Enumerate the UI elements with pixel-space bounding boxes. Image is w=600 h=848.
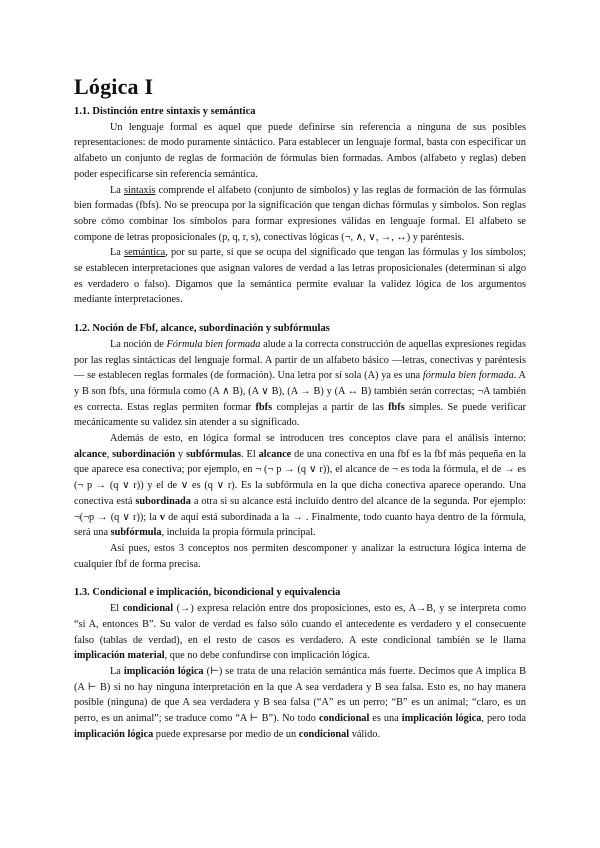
- paragraph: [74, 183, 526, 246]
- bold-term: alcance: [258, 448, 292, 460]
- text-run: alude a la correcta construcción de aquellas expresiones regidas por las reglas sintácticas del lenguaje formal. A partir de un alfabeto básico —letras, conectivas y paréntesis— se establecen reglas formales (de formación). Una letra por sí sola (A) ya es una: [74, 338, 526, 382]
- text-run: es una: [369, 713, 402, 725]
- text-run: La: [110, 665, 124, 677]
- text-run: simples. Se puede verificar mecánicamente su validez sin atender a su significado.: [74, 401, 526, 429]
- text-run: , por su parte, sí que se ocupa del significado que tengan las fórmulas y los símbolos; se establecen interpretaciones que asignan valores de verdad a las letras proposicionales (determinan si algo es verdadero o falso). Digamos que la semántica permite evaluar la validez lógica de los argumentos mediante interpretaciones.: [74, 247, 526, 306]
- paragraph: [74, 664, 526, 743]
- bold-term: implicación lógica: [74, 728, 154, 740]
- text-run: , incluida la propia fórmula principal.: [161, 527, 316, 539]
- text-run: Además de esto, en lógica formal se introducen tres conceptos clave para el análisis interno:: [110, 433, 526, 445]
- bold-term: fbfs: [255, 401, 273, 413]
- text-run: La: [110, 184, 124, 196]
- section-heading: 1.2. Noción de Fbf, alcance, subordinación y subfórmulas: [74, 323, 330, 335]
- bold-term: condicional: [122, 603, 174, 615]
- text-run: La noción de: [110, 338, 167, 350]
- section-3: [74, 585, 526, 742]
- bold-term: subfórmula: [110, 527, 162, 539]
- paragraph: [74, 245, 526, 308]
- text-run: y: [175, 448, 187, 460]
- bold-term: implicación lógica: [401, 713, 482, 725]
- section-heading: 1.1. Distinción entre sintaxis y semántica: [74, 106, 256, 117]
- text-run: válido.: [349, 728, 381, 740]
- text-run: . El: [241, 448, 259, 460]
- text-run: puede expresarse por medio de un: [153, 728, 299, 740]
- underlined-term: semántica: [124, 247, 166, 259]
- text-run: (⊢) se trata de una relación semántica más fuerte. Decimos que A implica B (A ⊢ B) si no hay ninguna interpretación en la que A sea verdadera y B sea falsa. Esto es, no hay manera posible (ninguna) de que A sea verdadera y B sea falsa (“A” es un perro; “B” es un animal; “claro, es un perro, es un animal”; se traduce como “A ⊢ B”). No todo: [74, 665, 526, 725]
- document-page: [74, 74, 526, 742]
- bold-term: condicional: [298, 728, 350, 740]
- bold-term: subordinada: [135, 495, 191, 507]
- text-run: Así pues, estos 3 conceptos nos permiten descomponer y analizar la estructura lógica interna de cualquier fbf de forma precisa.: [74, 542, 526, 570]
- page-title: Lógica I: [74, 74, 154, 99]
- paragraph: [74, 431, 526, 541]
- paragraph: [74, 601, 526, 664]
- text-run: ,: [106, 448, 113, 460]
- bold-term: subordinación: [112, 448, 176, 460]
- paragraph: [74, 541, 526, 572]
- section-2: [74, 321, 526, 572]
- text-run: de aquí está subordinada a la → . Finalmente, todo cuanto haya dentro de la fórmula, será una: [74, 511, 526, 539]
- italic-term: Fórmula bien formada: [166, 338, 261, 350]
- bold-term: subfórmulas: [186, 448, 242, 460]
- section-1: [74, 104, 526, 308]
- section-heading: 1.3. Condicional e implicación, bicondicional y equivalencia: [74, 587, 341, 599]
- bold-term: v: [159, 511, 165, 523]
- bold-term: implicación lógica: [123, 665, 204, 677]
- underlined-term: sintaxis: [123, 184, 156, 196]
- paragraph: [74, 337, 526, 431]
- paragraph: [74, 120, 526, 183]
- text-run: a otra si su alcance está incluido dentro del alcance de la segunda. Por ejemplo: ¬(¬p → (q ∨ r)); la: [74, 495, 527, 523]
- text-run: , pero toda: [481, 713, 526, 725]
- text-run: La: [110, 247, 125, 259]
- text-run: , que no debe confundirse con implicación lógica.: [164, 650, 370, 662]
- text-run: Un lenguaje formal es aquel que puede definirse sin referencia a ninguna de sus posibles representaciones: de modo puramente sintáctico. Para establecer un lenguaje formal, basta con especificar un alfabeto un conjunto de reglas de formación de fórmulas bien formadas. Ambos (alfabeto y reglas) deben poder especificarse sin referencia semántica.: [74, 121, 526, 180]
- bold-term: alcance: [74, 448, 107, 460]
- text-run: de una conectiva en una fbf es la fbf más pequeña en la que aparece esa conectiva; por ejemplo, en ¬ (¬ p → (q ∨ r)), el alcance de ¬ es toda la fórmula, el de → es (¬ p → (q ∨ r)) y el de ∨ es (q ∨ r). Es la subfórmula en la que dicha conectiva aparece operando. Una conectiva está: [74, 448, 527, 507]
- text-run: . A y B son fbfs, una fórmula como (A ∧ B), (A ∨ B), (A → B) y (A ↔ B) también serán correctas; ¬A también es correcta. Estas reglas permiten formar: [74, 370, 526, 413]
- text-run: complejas a partir de las: [272, 401, 389, 413]
- bold-term: implicación material: [74, 650, 165, 662]
- text-run: (→) expresa relación entre dos proposiciones, esto es, A→B, y se interpreta como “si A, entonces B”. Su valor de verdad es falso sólo cuando el antecedente es verdadero y el consecuente falso (tablas de verdad), en el resto de casos es verdadero. A este condicional también se le llama: [74, 603, 526, 646]
- italic-term: fórmula bien formada: [422, 370, 514, 382]
- text-run: comprende el alfabeto (conjunto de símbolos) y las reglas de formación de las fórmulas bien formadas (fbfs). No se preocupa por la significación que tengan dichas fórmulas y símbolos. Son reglas sobre cómo combinar los símbolos para formar expresiones válidas en lenguaje formal. El alfabeto se compone de letras proposicionales (p, q, r, s), conectivas lógicas (¬, ∧, ∨, →, ↔) y paréntesis.: [74, 184, 526, 243]
- bold-term: condicional: [318, 713, 370, 725]
- bold-term: fbfs: [388, 401, 405, 413]
- text-run: El: [110, 603, 123, 615]
